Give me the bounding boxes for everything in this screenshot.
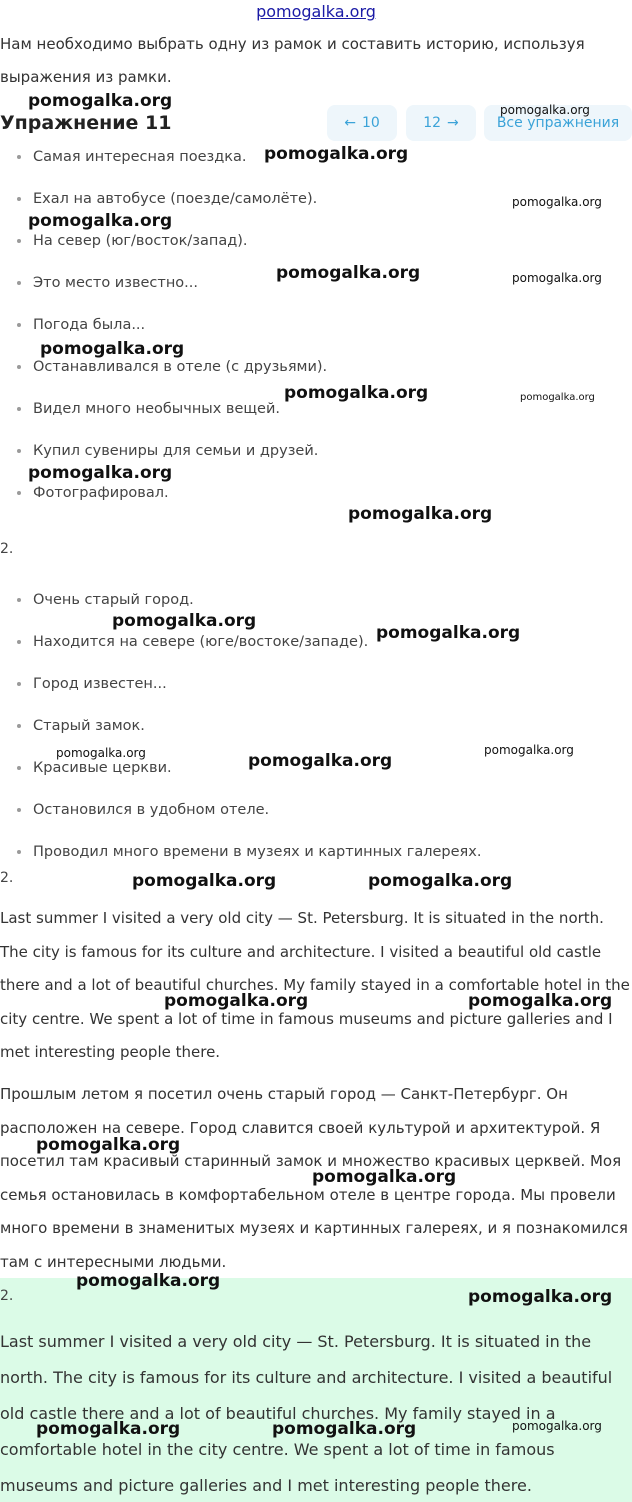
watermark: pomogalka.org <box>272 1419 417 1439</box>
watermark: pomogalka.org <box>284 383 429 403</box>
list-item: Остановился в удобном отеле. <box>0 795 632 837</box>
list-item: Останавливался в отеле (с друзьями). <box>0 352 632 394</box>
watermark: pomogalka.org <box>484 743 574 757</box>
watermark: pomogalka.org <box>28 463 173 483</box>
list-item: Это место известно... <box>0 268 632 310</box>
watermark: pomogalka.org <box>76 1271 221 1291</box>
list-item: Погода была... <box>0 310 632 352</box>
watermark: pomogalka.org <box>512 1419 602 1433</box>
watermark: pomogalka.org <box>512 271 602 285</box>
watermark: pomogalka.org <box>56 746 146 760</box>
watermark: pomogalka.org <box>468 1287 613 1307</box>
list-item: Проводил много времени в музеях и картинных галереях. <box>0 837 632 879</box>
watermark: pomogalka.org <box>264 144 409 164</box>
story-russian: Прошлым летом я посетил очень старый город — Санкт-Петербург. Он расположен на севере. Город славится своей культурой и архитектурой. Я посетил там красивый старинный замок и множество красивых церквей. Моя семья остановилась в комфортабельном отеле в центре города. Мы провели много времени в знаменитых музеях и картинных галереях, и я познакомился там с интересными людьми. <box>0 1085 628 1271</box>
page-title: Упражнение 11 <box>0 112 172 134</box>
story-english: Last summer I visited a very old city — St. Petersburg. It is situated in the north. The city is famous for its culture and architecture. I visited a beautiful old castle there and a lot of beautiful churches. My family stayed in a comfortable hotel in the city centre. We spent a lot of time in famous museums and picture galleries and I met interesting people there. <box>0 909 630 1061</box>
list-item: Город известен... <box>0 669 632 711</box>
watermark: pomogalka.org <box>36 1135 181 1155</box>
all-exercises-label: Все упражнения <box>496 115 620 131</box>
list-item: Старый замок. <box>0 711 632 753</box>
list-item: Самая интересная поездка. <box>0 142 632 184</box>
list-item: На север (юг/восток/запад). <box>0 226 632 268</box>
frame-2-list <box>0 585 632 879</box>
watermark: pomogalka.org <box>28 211 173 231</box>
watermark: pomogalka.org <box>40 339 185 359</box>
watermark: pomogalka.org <box>468 991 613 1011</box>
next-exercise-label: 12 <box>423 115 442 131</box>
prev-exercise-label: 10 <box>361 115 380 131</box>
site-link[interactable]: pomogalka.org <box>256 2 376 21</box>
watermark: pomogalka.org <box>500 103 590 117</box>
intro-text: Нам необходимо выбрать одну из рамок и составить историю, используя выражения из рамки. <box>0 35 585 86</box>
watermark: pomogalka.org <box>312 1167 457 1187</box>
arrow-right-icon: → <box>447 115 459 131</box>
answer-box <box>0 1278 632 1502</box>
watermark: pomogalka.org <box>36 1419 181 1439</box>
answer-number: 2. <box>0 1288 14 1304</box>
list-item: Видел много необычных вещей. <box>0 394 632 436</box>
watermark: pomogalka.org <box>28 91 173 111</box>
list-item: Находится на севере (юге/востоке/западе). <box>0 627 632 669</box>
watermark: pomogalka.org <box>164 991 309 1011</box>
watermark: pomogalka.org <box>248 751 393 771</box>
list-item: Очень старый город. <box>0 585 632 627</box>
watermark: pomogalka.org <box>376 623 521 643</box>
list-item: Ехал на автобусе (поезде/самолёте). <box>0 184 632 226</box>
watermark: pomogalka.org <box>348 504 493 524</box>
prev-exercise-button[interactable] <box>327 105 397 141</box>
watermark: pomogalka.org <box>520 392 595 403</box>
list-item: Красивые церкви. <box>0 753 632 795</box>
watermark: pomogalka.org <box>512 195 602 209</box>
watermark: pomogalka.org <box>276 263 421 283</box>
watermark: pomogalka.org <box>112 611 257 631</box>
next-exercise-button[interactable] <box>406 105 476 141</box>
list-item: Фотографировал. <box>0 478 632 520</box>
story-number: 2. <box>0 870 14 886</box>
list-item: Купил сувениры для семьи и друзей. <box>0 436 632 478</box>
watermark: pomogalka.org <box>368 871 513 891</box>
section-number: 2. <box>0 541 14 557</box>
watermark: pomogalka.org <box>132 871 277 891</box>
arrow-left-icon: ← <box>344 115 356 131</box>
answer-text: Last summer I visited a very old city — St. Petersburg. It is situated in the north. The city is famous for its culture and architecture. I visited a beautiful old castle there and a lot of beautiful churches. My family stayed in a comfortable hotel in the city centre. We spent a lot of time in famous museums and picture galleries and I met interesting people there. <box>0 1332 613 1495</box>
